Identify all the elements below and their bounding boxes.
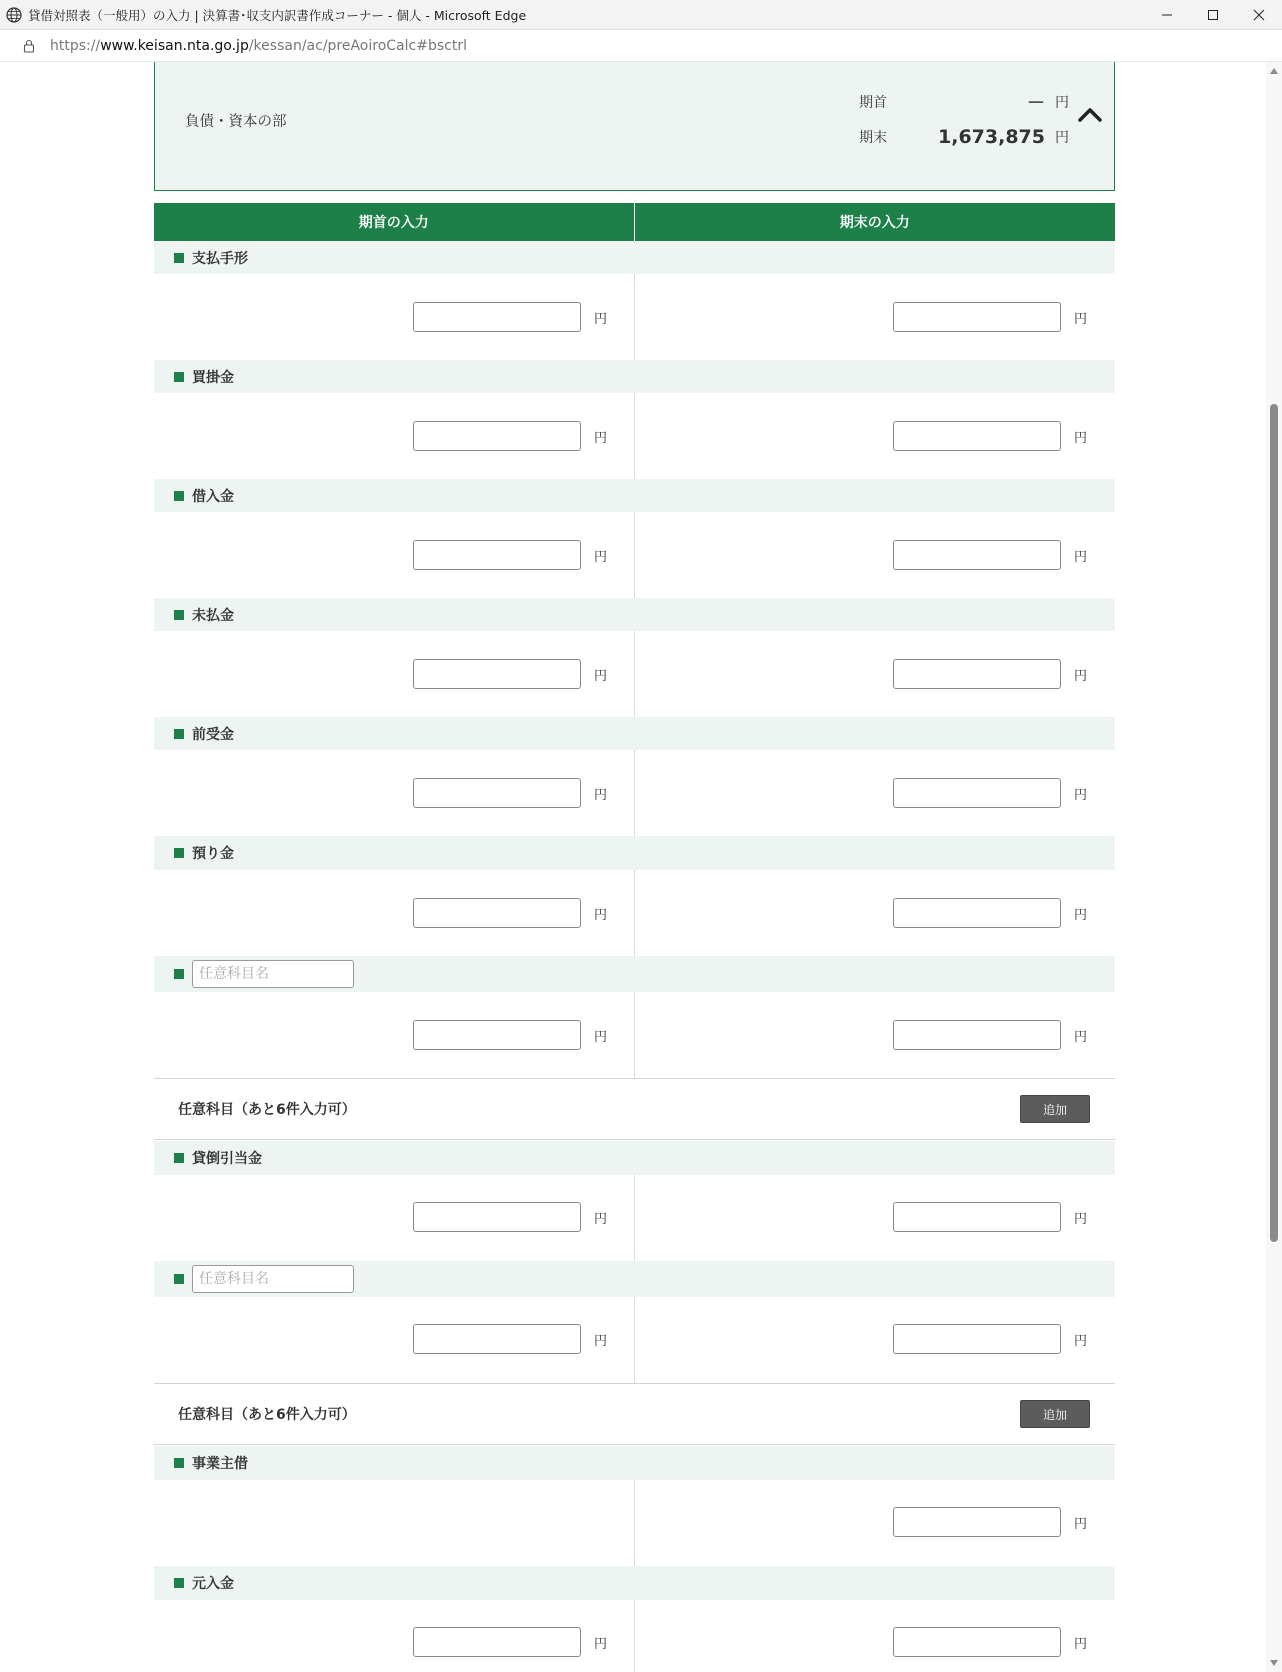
yen-unit: 円 <box>594 312 608 327</box>
section-title: 買掛金 <box>192 369 234 386</box>
column-divider <box>634 393 635 479</box>
url-scheme: https:// <box>50 37 101 54</box>
summary-begin-label: 期首 <box>859 95 887 111</box>
yen-unit: 円 <box>594 1030 608 1045</box>
yen-unit: 円 <box>594 431 608 446</box>
section-unpaid <box>154 598 1115 631</box>
section-custom-item-1-body <box>154 992 1115 1078</box>
section-title: 元入金 <box>192 1576 234 1592</box>
minimize-icon <box>1161 9 1173 21</box>
section-notes-payable-body <box>154 274 1115 360</box>
notes-payable-begin-input[interactable] <box>413 302 581 332</box>
maximize-icon <box>1207 9 1219 21</box>
section-borrowings <box>154 479 1115 512</box>
yen-unit: 円 <box>1074 431 1088 446</box>
yen-unit: 円 <box>594 1637 608 1652</box>
column-divider <box>634 870 635 956</box>
yen-unit: 円 <box>1074 669 1088 684</box>
capital-end-input[interactable] <box>893 1627 1061 1657</box>
column-divider <box>634 750 635 836</box>
scroll-thumb[interactable] <box>1270 404 1278 1242</box>
column-header <box>154 203 1115 241</box>
url-path: /kessan/ac/preAoiroCalc#bsctrl <box>248 37 467 54</box>
section-capital-body <box>154 1600 1115 1672</box>
custom-item-1-begin-input[interactable] <box>413 1020 581 1050</box>
section-title: 未払金 <box>192 607 234 624</box>
unpaid-end-input[interactable] <box>893 659 1061 689</box>
yen-unit: 円 <box>594 908 608 923</box>
advances-received-begin-input[interactable] <box>413 778 581 808</box>
column-divider <box>634 631 635 717</box>
summary-begin-row <box>859 90 1069 114</box>
url-text[interactable] <box>50 38 467 54</box>
section-custom-item-1 <box>154 956 1115 992</box>
globe-icon <box>6 7 22 23</box>
column-divider <box>634 512 635 598</box>
section-notes-payable <box>154 241 1115 274</box>
allowance-begin-input[interactable] <box>413 1202 581 1232</box>
section-title: 事業主借 <box>192 1456 248 1472</box>
yen-unit: 円 <box>594 788 608 803</box>
section-custom-item-2-body <box>154 1297 1115 1383</box>
section-capital <box>154 1566 1115 1600</box>
section-custom-item-2 <box>154 1261 1115 1297</box>
summary-begin-unit: 円 <box>1055 95 1069 111</box>
section-borrowings-body <box>154 512 1115 598</box>
section-advances-received-body <box>154 750 1115 836</box>
section-deposits-received-body <box>154 870 1115 956</box>
yen-unit: 円 <box>1074 312 1088 327</box>
page-scrollbar[interactable] <box>1266 62 1282 1672</box>
bullet-square-icon <box>174 610 184 620</box>
column-divider <box>634 274 635 360</box>
yen-unit: 円 <box>1074 1334 1088 1349</box>
section-allowance-body <box>154 1175 1115 1261</box>
yen-unit: 円 <box>594 1334 608 1349</box>
section-allowance <box>154 1141 1115 1175</box>
bullet-square-icon <box>174 253 184 263</box>
notes-payable-end-input[interactable] <box>893 302 1061 332</box>
summary-end-row <box>859 125 1069 149</box>
window-title: 貸借対照表（一般用）の入力 | 決算書･収支内訳書作成コーナー - 個人 - Microsoft Edge <box>28 7 527 23</box>
yen-unit: 円 <box>1074 1637 1088 1652</box>
summary-label: 負債・資本の部 <box>185 114 287 130</box>
custom-item-1-end-input[interactable] <box>893 1020 1061 1050</box>
url-host: www.keisan.nta.go.jp <box>100 37 249 54</box>
bullet-square-icon <box>174 372 184 382</box>
section-title: 前受金 <box>192 726 234 743</box>
custom-item-add-row <box>154 1383 1115 1445</box>
yen-unit: 円 <box>1074 908 1088 923</box>
address-bar[interactable] <box>0 30 1282 62</box>
column-divider <box>634 992 635 1078</box>
allowance-end-input[interactable] <box>893 1202 1061 1232</box>
custom-item-name-input[interactable] <box>192 960 354 988</box>
close-button[interactable] <box>1236 0 1282 30</box>
section-deposits-received <box>154 836 1115 870</box>
bullet-square-icon <box>174 969 184 979</box>
custom-item-2-end-input[interactable] <box>893 1324 1061 1354</box>
add-custom-item-button[interactable]: 追加 <box>1020 1400 1090 1428</box>
minimize-button[interactable] <box>1144 0 1190 30</box>
section-title: 貸倒引当金 <box>192 1151 262 1167</box>
borrowings-end-input[interactable] <box>893 540 1061 570</box>
column-divider <box>634 1600 635 1672</box>
borrowings-begin-input[interactable] <box>413 540 581 570</box>
section-owner-borrowing <box>154 1446 1115 1480</box>
advances-received-end-input[interactable] <box>893 778 1061 808</box>
owner-borrowing-end-input[interactable] <box>893 1507 1061 1537</box>
yen-unit: 円 <box>594 1212 608 1227</box>
add-custom-item-button[interactable]: 追加 <box>1020 1095 1090 1123</box>
bullet-square-icon <box>174 1274 184 1284</box>
bullet-square-icon <box>174 1153 184 1163</box>
window-titlebar <box>0 0 1282 30</box>
accounts-payable-begin-input[interactable] <box>413 421 581 451</box>
section-title: 預り金 <box>192 846 234 862</box>
lock-icon[interactable] <box>22 39 36 53</box>
column-begin-label: 期首の入力 <box>154 203 635 241</box>
maximize-button[interactable] <box>1190 0 1236 30</box>
section-unpaid-body <box>154 631 1115 717</box>
custom-item-name-input[interactable] <box>192 1265 354 1293</box>
section-owner-borrowing-body <box>154 1480 1115 1566</box>
section-title: 支払手形 <box>192 250 248 267</box>
yen-unit: 円 <box>1074 1030 1088 1045</box>
section-advances-received <box>154 717 1115 750</box>
bullet-square-icon <box>174 1578 184 1588</box>
unpaid-begin-input[interactable] <box>413 659 581 689</box>
bullet-square-icon <box>174 1458 184 1468</box>
scroll-down-arrow[interactable] <box>1270 1660 1278 1666</box>
liabilities-summary-panel <box>154 62 1115 191</box>
custom-item-remaining-text: 任意科目（あと6件入力可） <box>178 1407 356 1423</box>
yen-unit: 円 <box>1074 788 1088 803</box>
custom-item-remaining-text: 任意科目（あと6件入力可） <box>178 1102 356 1118</box>
bullet-square-icon <box>174 729 184 739</box>
yen-unit: 円 <box>1074 1517 1088 1532</box>
capital-begin-input[interactable] <box>413 1627 581 1657</box>
yen-unit: 円 <box>594 669 608 684</box>
summary-end-label: 期末 <box>859 130 887 146</box>
summary-end-value: 1,673,875 <box>938 126 1045 148</box>
summary-begin-value: － <box>1027 93 1045 114</box>
section-accounts-payable-body <box>154 393 1115 479</box>
deposits-received-end-input[interactable] <box>893 898 1061 928</box>
column-divider <box>634 1480 635 1566</box>
close-icon <box>1253 9 1265 21</box>
summary-end-unit: 円 <box>1055 130 1069 146</box>
deposits-received-begin-input[interactable] <box>413 898 581 928</box>
bullet-square-icon <box>174 848 184 858</box>
yen-unit: 円 <box>1074 1212 1088 1227</box>
column-divider <box>634 1175 635 1261</box>
section-accounts-payable <box>154 360 1115 393</box>
yen-unit: 円 <box>1074 550 1088 565</box>
scroll-up-arrow[interactable] <box>1270 68 1278 74</box>
accounts-payable-end-input[interactable] <box>893 421 1061 451</box>
bullet-square-icon <box>174 491 184 501</box>
column-end-label: 期末の入力 <box>839 215 910 231</box>
chevron-up-icon[interactable] <box>1077 104 1103 124</box>
section-title: 借入金 <box>192 488 234 505</box>
custom-item-add-row <box>154 1078 1115 1140</box>
yen-unit: 円 <box>594 550 608 565</box>
custom-item-2-begin-input[interactable] <box>413 1324 581 1354</box>
column-divider <box>634 1297 635 1383</box>
